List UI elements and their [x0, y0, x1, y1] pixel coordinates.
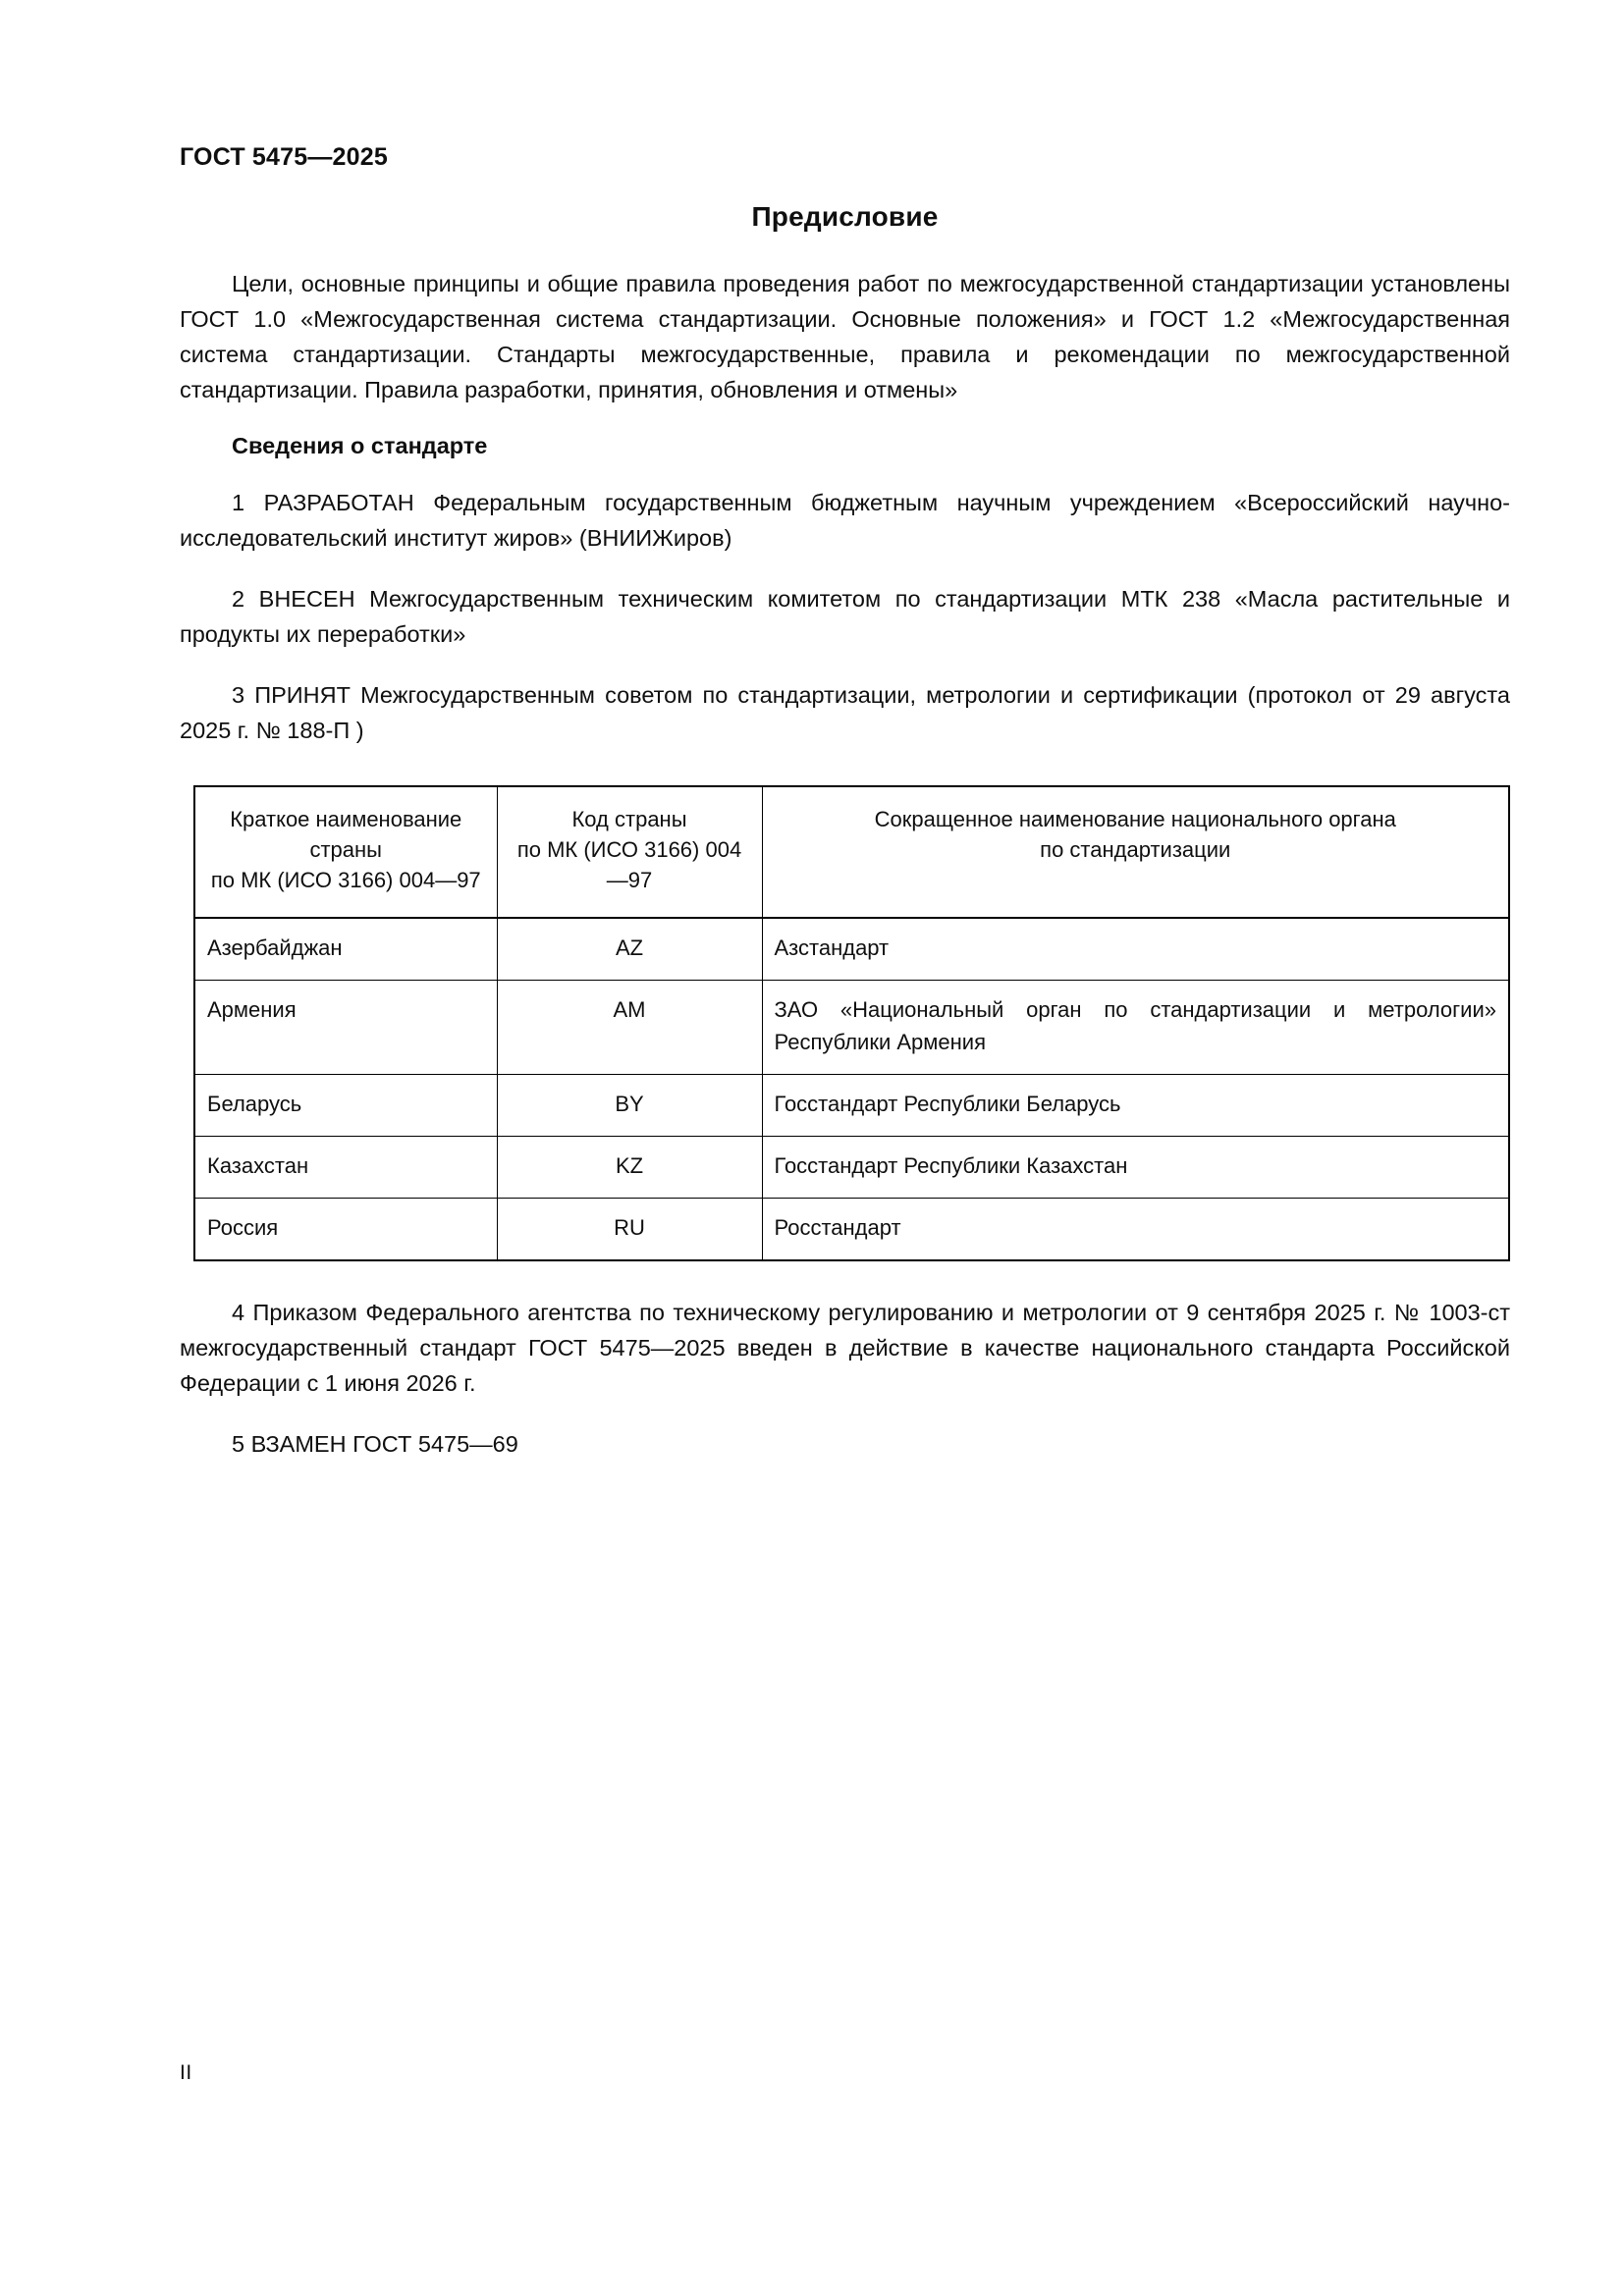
running-header-standard-number: ГОСТ 5475—2025 [180, 143, 388, 171]
page-content [180, 201, 1510, 1487]
cell-country-name: Казахстан [194, 1137, 497, 1199]
cell-national-body: Госстандарт Республики Казахстан [762, 1137, 1509, 1199]
table-header-country-code-line2: по МК (ИСО 3166) 004—97 [516, 837, 742, 892]
cell-national-body: Азстандарт [762, 918, 1509, 981]
table-row [194, 918, 1509, 981]
standard-info-item-1: 1 РАЗРАБОТАН Федеральным государственным бюджетным научным учреждением «Всероссийский научно-исследовательский институт жиров» (ВНИИЖиров) [180, 490, 1510, 551]
table-header-row [194, 786, 1509, 918]
cell-country-code: KZ [497, 1137, 762, 1199]
page-title: Предисловие [751, 201, 939, 232]
cell-country-code: AZ [497, 918, 762, 981]
foreword-intro-paragraph: Цели, основные принципы и общие правила проведения работ по межгосударственной стандартизации установлены ГОСТ 1.0 «Межгосударственная система стандартизации. Основные положения» и ГОСТ 1.2 «Межгосударственная система стандартизации. Стандарты межгосударственные, правила и рекомендации по межгосударственной стандартизации. Правила разработки, принятия, обновления и отмены» [180, 271, 1510, 402]
table-header-national-body-line2: по стандартизации [1040, 837, 1231, 862]
table-header-country-name [194, 786, 497, 918]
cell-country-code: BY [497, 1075, 762, 1137]
table-row [194, 1075, 1509, 1137]
table-header-national-body [762, 786, 1509, 918]
table-header-country-name-line2: по МК (ИСО 3166) 004—97 [210, 868, 481, 892]
standard-info-item-5: 5 ВЗАМЕН ГОСТ 5475—69 [232, 1431, 518, 1457]
cell-country-name: Азербайджан [194, 918, 497, 981]
table-row [194, 1137, 1509, 1199]
cell-national-body: ЗАО «Национальный орган по стандартизации и метрологии» Республики Армения [762, 981, 1509, 1075]
table-row [194, 1199, 1509, 1261]
cell-national-body: Росстандарт [762, 1199, 1509, 1261]
standard-info-heading: Сведения о стандарте [232, 433, 488, 458]
standard-info-item-2: 2 ВНЕСЕН Межгосударственным техническим комитетом по стандартизации МТК 238 «Масла растительные и продукты их переработки» [180, 586, 1510, 647]
country-table [193, 785, 1510, 1261]
cell-national-body: Госстандарт Республики Беларусь [762, 1075, 1509, 1137]
cell-country-name: Россия [194, 1199, 497, 1261]
cell-country-code: AM [497, 981, 762, 1075]
page-number: II [180, 2061, 192, 2084]
cell-country-name: Беларусь [194, 1075, 497, 1137]
table-header-national-body-line1: Сокращенное наименование национального органа [874, 807, 1396, 831]
table-header-country-code-line1: Код страны [571, 807, 687, 831]
cell-country-name: Армения [194, 981, 497, 1075]
standard-info-item-3: 3 ПРИНЯТ Межгосударственным советом по стандартизации, метрологии и сертификации (протокол от 29 августа 2025 г. № 188-П ) [180, 682, 1510, 743]
table-row [194, 981, 1509, 1075]
cell-country-code: RU [497, 1199, 762, 1261]
country-table-container [193, 785, 1510, 1261]
table-header-country-code [497, 786, 762, 918]
standard-info-item-4: 4 Приказом Федерального агентства по техническому регулированию и метрологии от 9 сентября 2025 г. № 1003-ст межгосударственный стандарт ГОСТ 5475—2025 введен в действие в качестве национального стандарта Российской Федерации с 1 июня 2026 г. [180, 1300, 1510, 1396]
country-table-body [194, 918, 1509, 1260]
table-header-country-name-line1: Краткое наименование страны [230, 807, 462, 862]
